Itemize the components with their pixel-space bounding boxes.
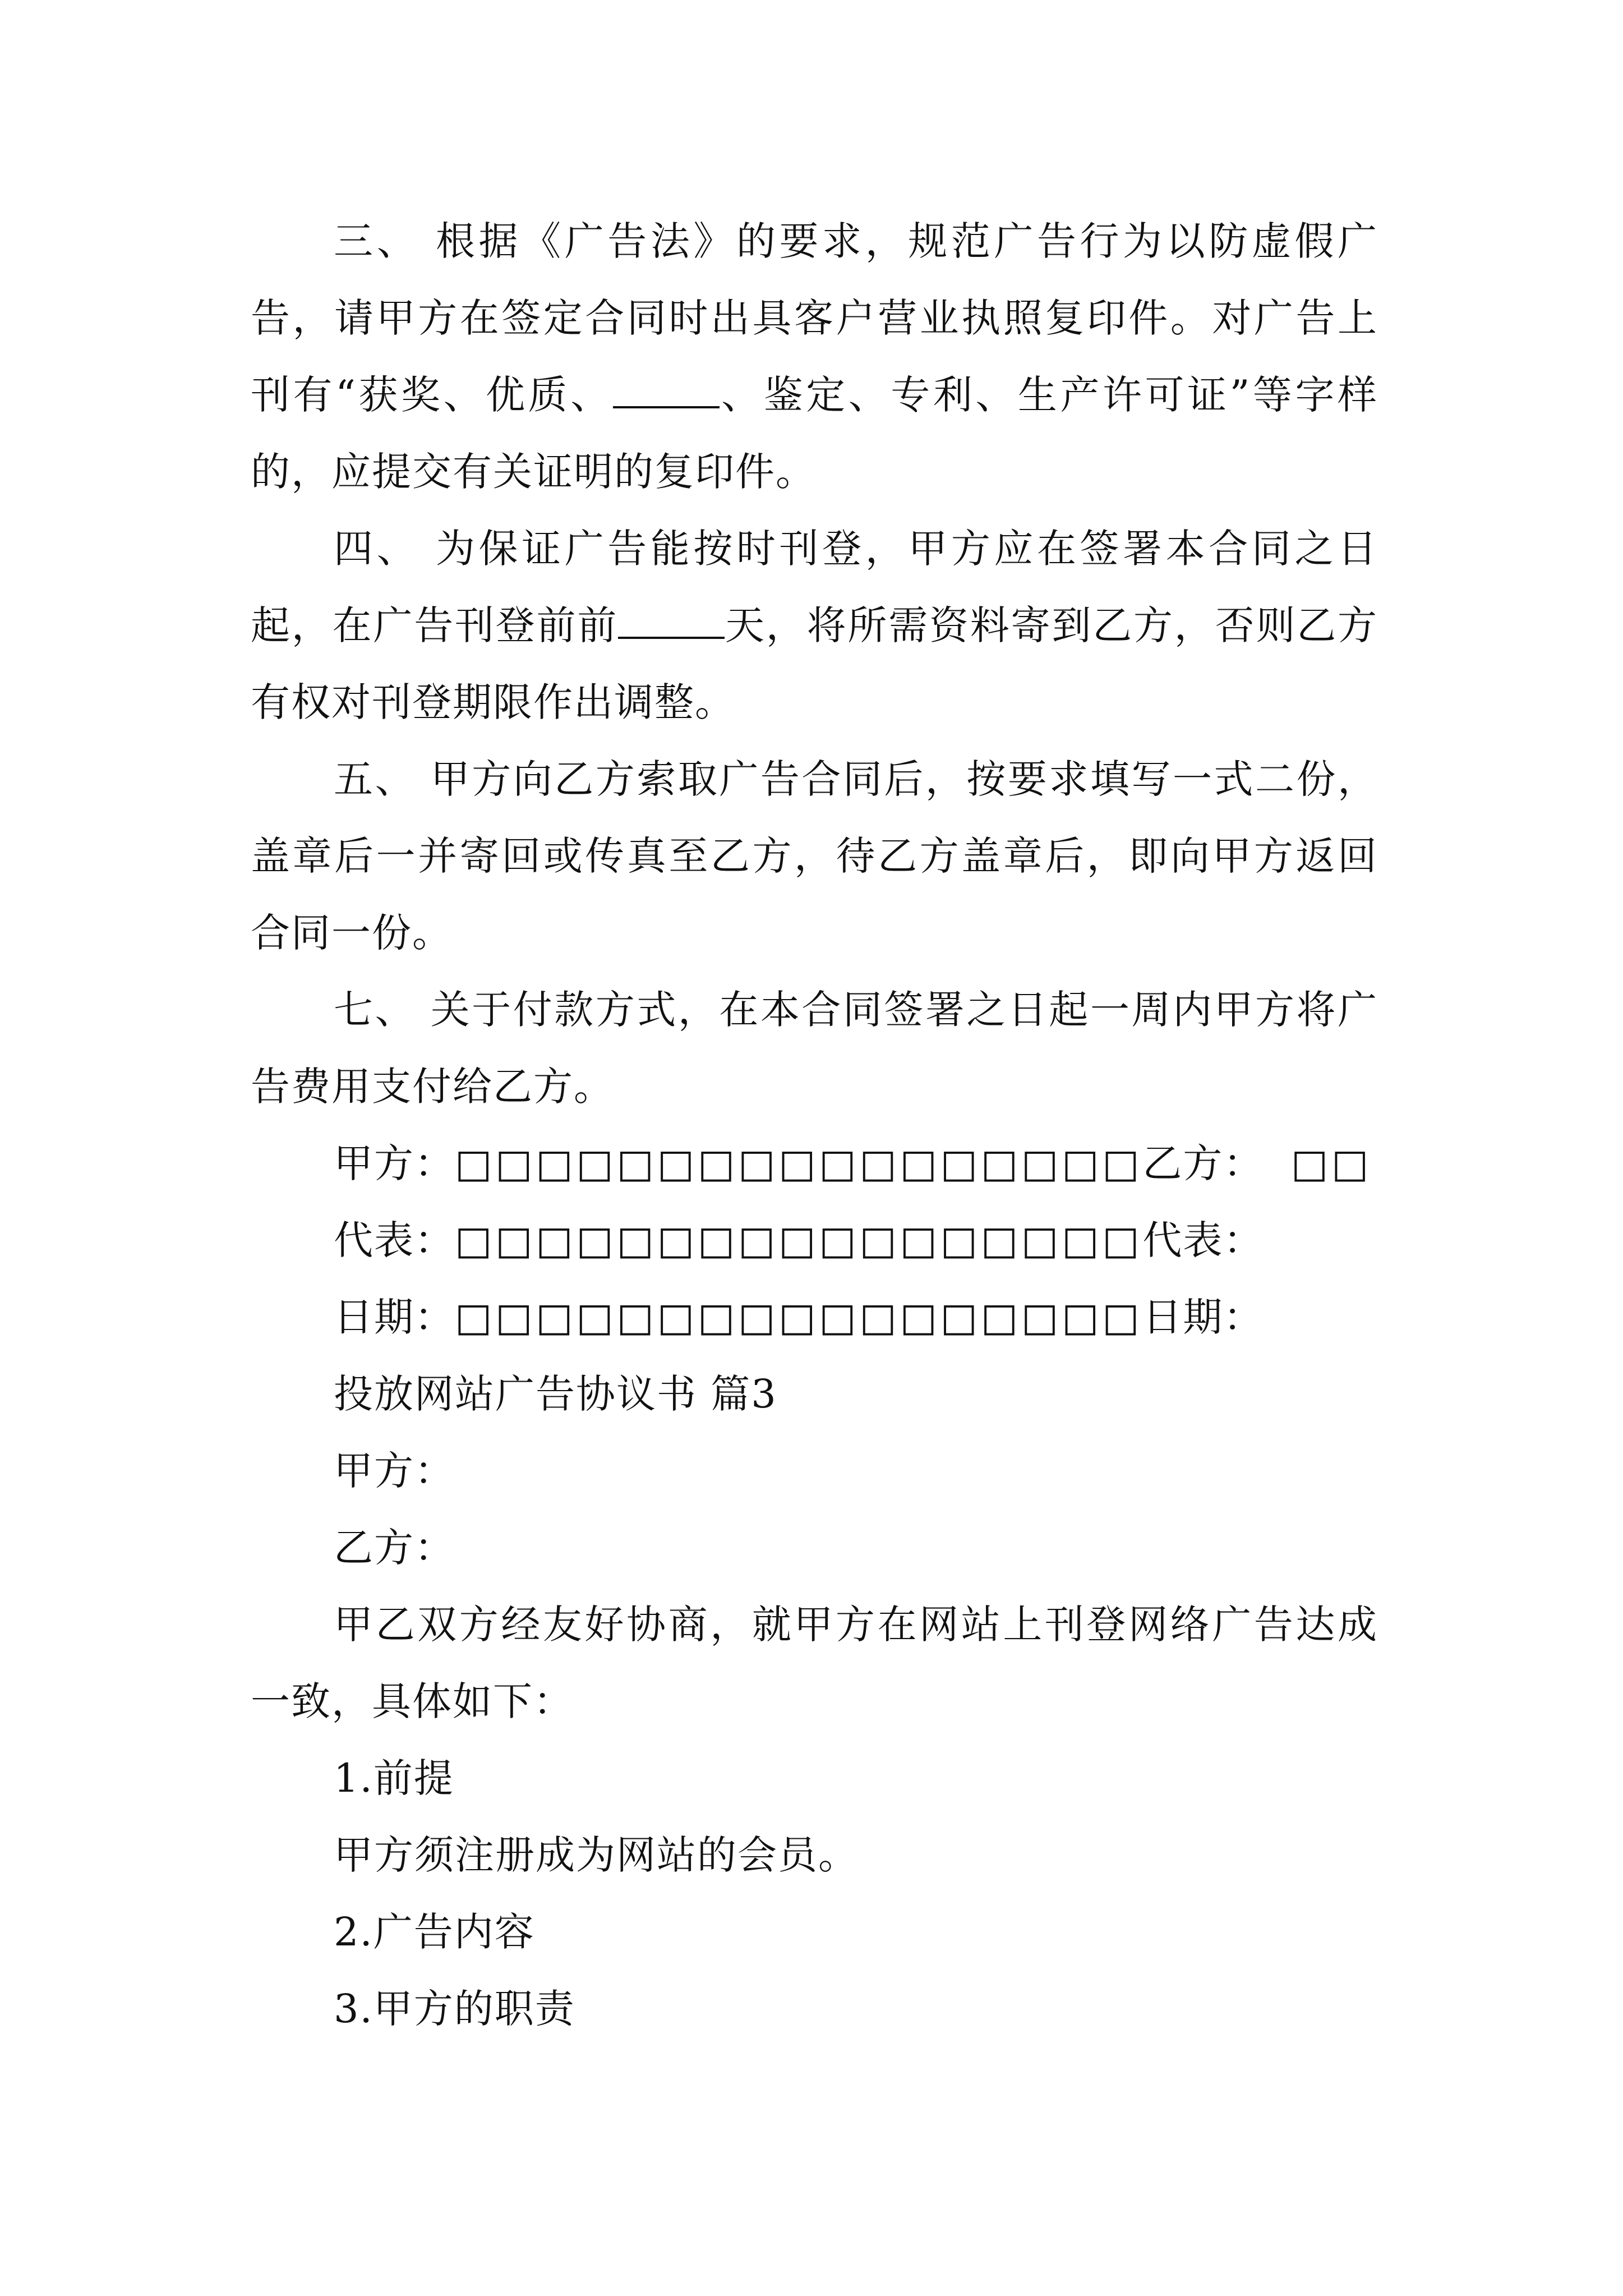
- clause-3-text: 三、 根据《广告法》的要求，规范广告行为以防虚假广告，请甲方在签定合同时出具客户营业执照复印件。对广告上刊有“获奖、优质、: [251, 218, 1378, 418]
- date-b-label: 日期：: [1142, 1294, 1264, 1340]
- clause-7: 七、 关于付款方式，在本合同签署之日起一周内甲方将广告费用支付给乙方。: [251, 987, 1378, 1110]
- document-body: [251, 203, 1378, 2047]
- signature-date-row: [251, 1279, 1378, 1356]
- clause-3-text-end: 、鉴定、专利、生产许可证”等字样的，应提交有关证明的复印件。: [251, 372, 1378, 495]
- rep-boxes: □□□□□□□□□□□□□□□□□: [455, 1217, 1143, 1263]
- party-b-boxes: □□: [1290, 1140, 1372, 1186]
- party-a-line: 甲方：: [334, 1448, 455, 1494]
- party-a-boxes: □□□□□□□□□□□□□□□□□: [455, 1140, 1143, 1186]
- intro-paragraph: 甲乙双方经友好协商，就甲方在网站上刊登网络广告达成一致，具体如下：: [251, 1602, 1378, 1724]
- date-label: 日期：: [334, 1294, 455, 1340]
- fill-in-blank: [613, 375, 720, 408]
- rep-b-label: 代表：: [1142, 1217, 1264, 1263]
- clause-4: [251, 510, 1378, 741]
- clause-4-text: 四、 为保证广告能按时刊登，甲方应在签署本合同之日起，在广告刊登前前: [251, 526, 1378, 648]
- party-b-label: 乙方：: [1142, 1140, 1264, 1186]
- clause-3: [251, 203, 1378, 510]
- party-b-line: 乙方：: [334, 1525, 455, 1571]
- rep-label: 代表：: [334, 1217, 455, 1263]
- signature-rep-row: [251, 1202, 1378, 1279]
- section-3-heading: 3.甲方的职责: [334, 1986, 575, 2032]
- section-2-heading: 2.广告内容: [334, 1909, 535, 1955]
- fill-in-blank: [618, 605, 725, 639]
- section-title: 投放网站广告协议书 篇3: [334, 1371, 777, 1417]
- section-1-body: 甲方须注册成为网站的会员。: [334, 1832, 859, 1878]
- date-boxes: □□□□□□□□□□□□□□□□□: [455, 1294, 1143, 1340]
- clause-5: 五、 甲方向乙方索取广告合同后，按要求填写一式二份，盖章后一并寄回或传真至乙方，待乙方盖章后，即向甲方返回合同一份。: [251, 756, 1378, 956]
- section-1-heading: 1.前提: [334, 1755, 454, 1801]
- clause-4-text-end: 天，将所需资料寄到乙方，否则乙方有权对刊登期限作出调整。: [251, 602, 1378, 725]
- party-a-label: 甲方：: [334, 1140, 455, 1186]
- signature-party-row: [251, 1125, 1378, 1202]
